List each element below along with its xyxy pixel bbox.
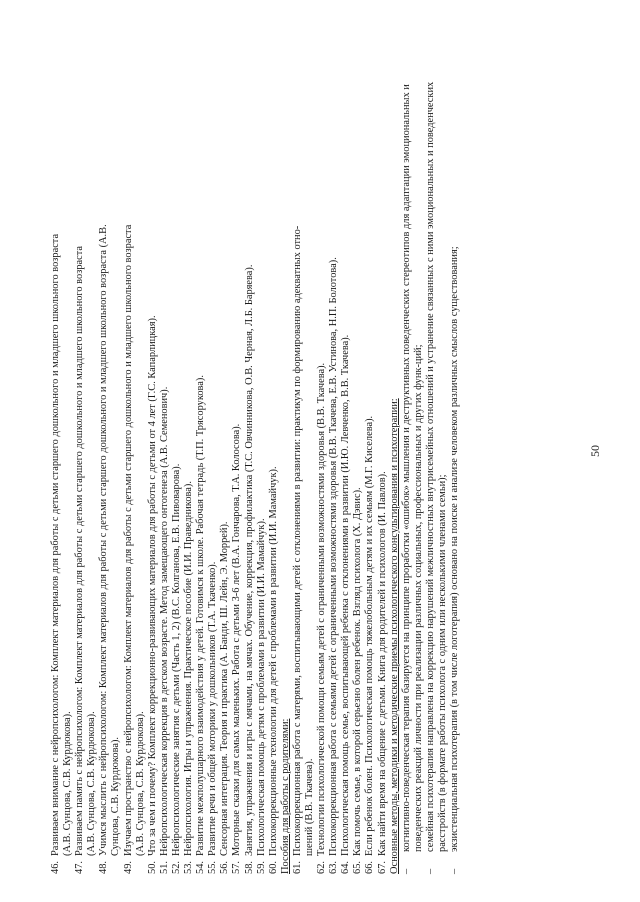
item-text: Психологическая помощь семье, воспитывающей ребенка с отклонениями в развитии (И.Ю. Левченко, В.В. Ткачева). bbox=[340, 334, 352, 856]
item-number: 63. bbox=[328, 861, 340, 874]
item-text: Нейропсихологическая коррекция в детском возрасте. Метод замещающего онтогенеза (А.В. Семенович). bbox=[158, 386, 170, 856]
list-item bbox=[231, 44, 243, 874]
list-item bbox=[171, 44, 183, 874]
item-text: Технологии психологической помощи семьям детей с ограниченными возможностями здоровья (В.В. Ткачева). bbox=[316, 362, 328, 856]
item-number: 52. bbox=[170, 861, 182, 874]
item-number: 47. bbox=[74, 861, 86, 874]
list-item bbox=[292, 44, 304, 874]
list-item bbox=[159, 44, 171, 874]
list-item bbox=[147, 44, 159, 874]
bullet-dash: – bbox=[449, 868, 461, 874]
item-text: Нейропсихологические занятия с детьми (Часть 1, 2) (В.С. Колганова, Е.В. Пивоварова). bbox=[170, 463, 182, 856]
list-item bbox=[340, 44, 352, 874]
methods-heading: Основные методы, методики и методические приемы психологического консультирования и психотерапии: bbox=[388, 398, 400, 874]
list-item bbox=[377, 44, 389, 874]
list-item bbox=[207, 44, 219, 874]
item-number: 59. bbox=[255, 861, 267, 874]
item-number: 65. bbox=[352, 861, 364, 874]
bullet-item bbox=[401, 44, 425, 874]
item-text: Если ребенок болен. Психологическая помощь тяжелобольным детям и их семьям (М.Г. Киселева). bbox=[364, 415, 376, 856]
item-continuation: шений (В.В. Ткачева). bbox=[303, 758, 315, 856]
list-item bbox=[364, 44, 376, 874]
item-text: Психологическая помощь детям с проблемами в развитии (И.И. Мамайчук). bbox=[255, 518, 267, 856]
list-item bbox=[183, 44, 195, 874]
list-item bbox=[316, 44, 328, 874]
bullet-dash: – bbox=[400, 868, 412, 874]
item-number: 60. bbox=[267, 861, 279, 874]
item-text: Моторные сказки для самых маленьких. Работа с детьми 3-6 лет (В.А. Гончарова, Т.А. Колосова). bbox=[231, 423, 243, 856]
item-number: 64. bbox=[340, 861, 352, 874]
item-continuation: (А.В. Сунцова, С.В. Курдюкова). bbox=[62, 711, 74, 856]
item-number: 66. bbox=[364, 861, 376, 874]
list-item bbox=[74, 44, 86, 874]
list-item bbox=[98, 44, 110, 874]
list-item bbox=[256, 44, 268, 874]
item-text: Развиваем внимание с нейропсихологом: Комплект материалов для работы с детьми старшего дошкольного и младшего школьного возраста bbox=[50, 233, 61, 856]
bullet-item bbox=[449, 44, 461, 874]
content-body bbox=[50, 44, 461, 874]
item-number: 49. bbox=[122, 861, 134, 874]
item-number: 54. bbox=[195, 861, 207, 874]
item-number: 51. bbox=[158, 861, 170, 874]
item-text: Развитие речи и общей моторики у дошкольников (Т.А. Ткаченко). bbox=[207, 561, 219, 856]
item-number: 62. bbox=[316, 861, 328, 874]
list-item bbox=[195, 44, 207, 874]
bullet-item bbox=[425, 44, 449, 874]
list-item bbox=[123, 44, 135, 874]
bullet-text: семейная психотерапия направлена на коррекцию нарушений межличностных внутрисемейных отношений и устранение связанных с ними эмоциональных и поведенческих расстройств (в формате работы психолога с одним или несколькими членами семьи); bbox=[424, 81, 448, 852]
materials-list bbox=[50, 44, 280, 874]
item-number: 50. bbox=[146, 861, 158, 874]
item-number: 46. bbox=[50, 861, 61, 874]
bullet-text: когнитивно-поведенческая терапия базируется на принципе проработки «ошибок» мышления и деструктивных поведенческих стереотипов для адаптации эмоциональных и поведенческих реакций личности при реализации различных социальных, профессиональных и других функ-ций; bbox=[400, 84, 424, 852]
item-text: Учимся мыслить с нейропсихологом: Комплект материалов для работы с детьми старшего дошкольного и младшего школьного возраста (А.В. bbox=[98, 224, 110, 856]
item-number: 67. bbox=[376, 861, 388, 874]
item-text: Нейропсихология. Игры и упражнения. Практическое пособие (И.И. Праведникова). bbox=[183, 481, 195, 856]
item-text: Сенсорная интеграция. Теория и практика (А. Банди, Ш. Лейн, Э. Моррей). bbox=[219, 521, 231, 856]
item-continuation: (А.В. Сунцова, С.В. Курдюкова). bbox=[134, 711, 146, 856]
item-text: Изучаем пространство с нейропсихологом: Комплект материалов для работы с детьми старшего дошкольного и младшего школьного возраста bbox=[122, 224, 134, 856]
item-number: 58. bbox=[243, 861, 255, 874]
item-text: Развитие межполушарного взаимодействия у детей. Готовимся к школе. Рабочая тетрадь (Т.П. Трясорукова). bbox=[195, 375, 207, 856]
item-continuation: Сунцова, С.В. Курдюкова). bbox=[110, 736, 122, 856]
bullet-dash: – bbox=[424, 868, 436, 874]
item-continuation: (А.В. Сунцова, С.В. Курдюкова). bbox=[86, 711, 98, 856]
list-item bbox=[50, 44, 62, 874]
list-item bbox=[219, 44, 231, 874]
item-number: 61. bbox=[291, 861, 303, 874]
page-number: 50 bbox=[588, 445, 602, 457]
list-item bbox=[352, 44, 364, 874]
parents-heading: Пособия для работы с родителями: bbox=[279, 718, 291, 874]
item-text: Как помочь семье, в которой серьезно болен ребенок. Взгляд психолога (Х. Дэвис). bbox=[352, 487, 364, 856]
bullet-text: экзистенциальная психотерапия (в том числе логотерапия) основано на поиске и анализе человеком различных смыслов существования; bbox=[449, 246, 461, 852]
list-item bbox=[244, 44, 256, 874]
parents-list bbox=[292, 44, 389, 874]
item-text: Психокоррекционная работа с матерями, воспитывающими детей с отклонениями в развитии: практикум по формированию адекватных отно- bbox=[291, 225, 303, 856]
item-text: Развиваем память с нейропсихологом: Комплект материалов для работы с детьми старшего дошкольного и младшего школьного возраста bbox=[74, 245, 86, 856]
methods-list bbox=[401, 44, 461, 874]
item-text: Что за чем и почему? Комплект коррекционно-развивающих материалов для работы с детьми от 4 лет (Г.С. Капарлицкая). bbox=[146, 315, 158, 856]
item-text: Занятия, упражнения и игры с мячами, на мячах. Обучение, коррекция, профилактика (Т.С. Овчинникова, О.В. Черная, Л.Б. Баряева). bbox=[243, 264, 255, 856]
item-number: 56. bbox=[219, 861, 231, 874]
item-number: 48. bbox=[98, 861, 110, 874]
item-number: 57. bbox=[231, 861, 243, 874]
list-item bbox=[268, 44, 280, 874]
item-text: Как найти время на общение с детьми. Книга для родителей и психологов (И. Павлов). bbox=[376, 471, 388, 856]
list-item bbox=[328, 44, 340, 874]
item-number: 55. bbox=[207, 861, 219, 874]
item-number: 53. bbox=[183, 861, 195, 874]
item-text: Психокоррекционные технологии для детей с проблемами в развитии (И.И. Мамайчук). bbox=[267, 466, 279, 856]
item-text: Психокоррекционная работа с семьями детей с ограниченными возможностями здоровья (В.В. Ткачева, Е.В. Устинова, Н.П. Болотова). bbox=[328, 257, 340, 856]
